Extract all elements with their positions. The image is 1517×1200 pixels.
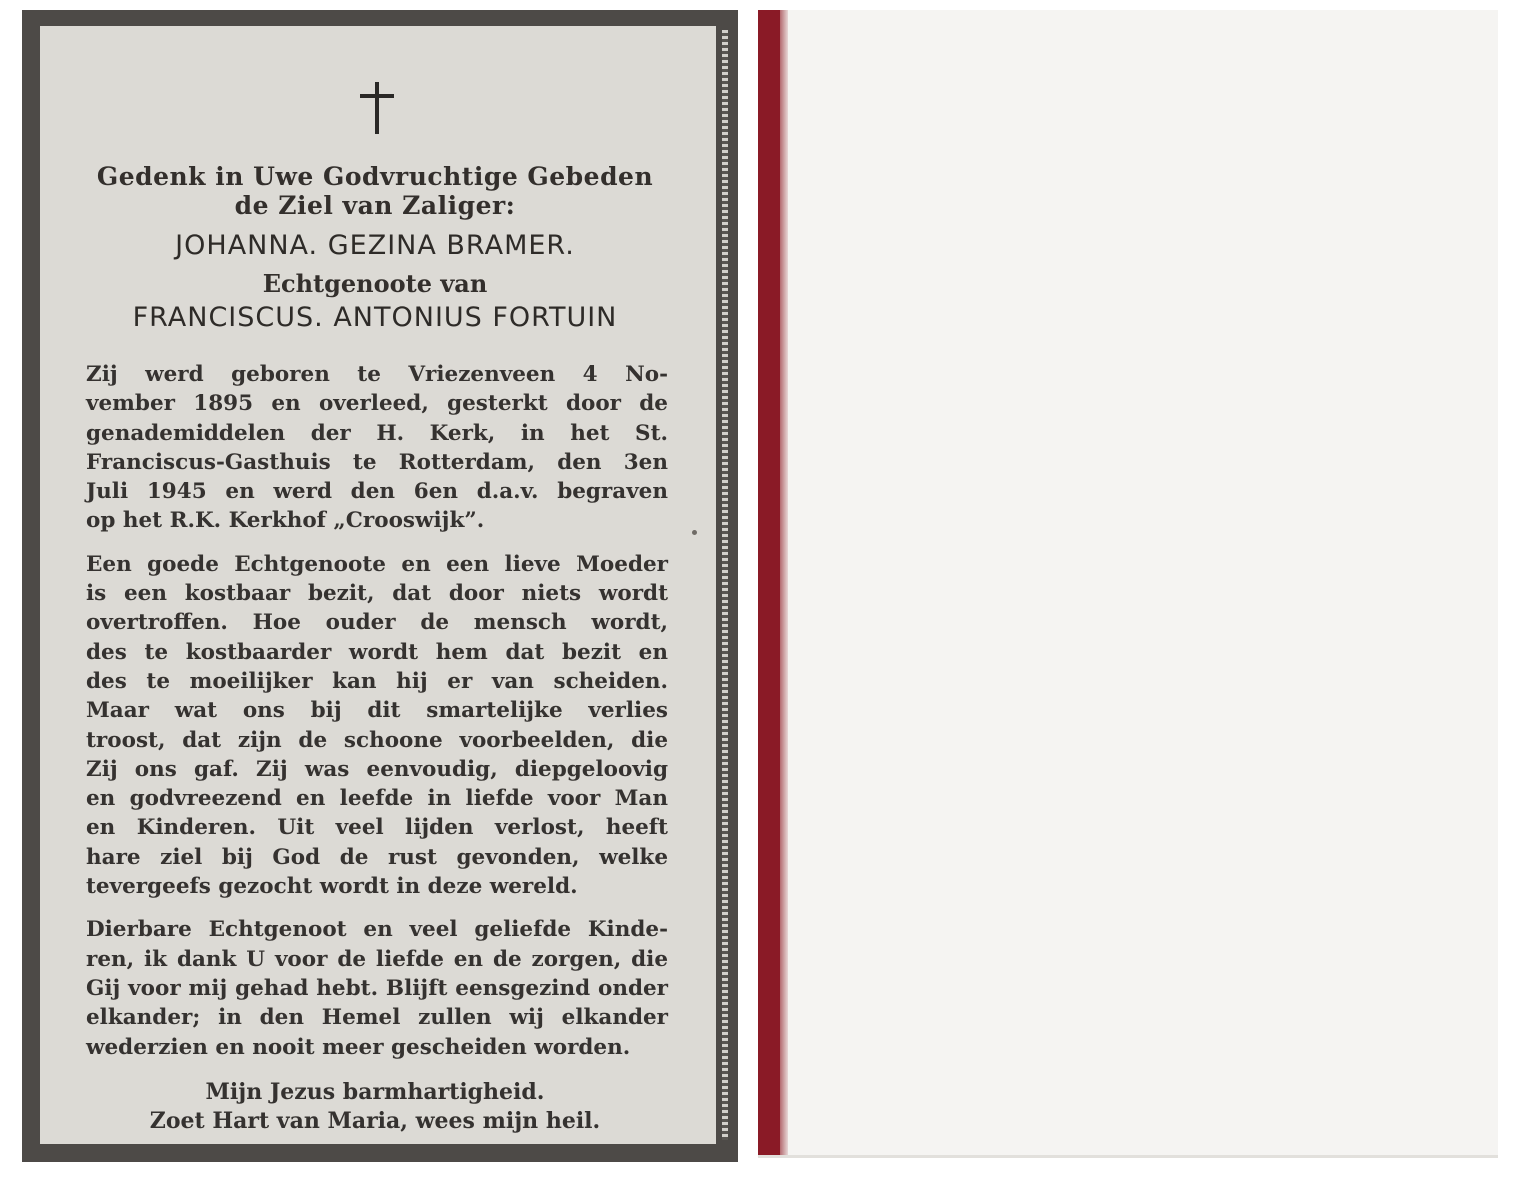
text-line: Een goede Echtgenoote en een lieve Moeder: [86, 551, 668, 577]
text-line: Zij ons gaf. Zij was eenvoudig, diepgeloovig: [86, 756, 668, 782]
card-header: [86, 162, 664, 333]
paragraph-biography: [86, 360, 668, 536]
text-line: wederzien en nooit meer gescheiden worden.: [86, 1034, 631, 1060]
prayer-line-2: de Ziel van Zaliger:: [234, 191, 516, 220]
card-back-paper: [788, 10, 1498, 1158]
prayer-line-1: Gedenk in Uwe Godvruchtige Gebeden: [96, 162, 654, 191]
text-line: genademiddelen der H. Kerk, in het St.: [86, 420, 668, 446]
text-line: en godvreezend en leefde in liefde voor Man: [86, 786, 668, 812]
text-line: vember 1895 en overleed, gesterkt door de: [86, 391, 668, 417]
text-line: troost, dat zijn de schoone voorbeelden, die: [86, 727, 668, 753]
text-line: Dierbare Echtgenoot en veel geliefde Kinde-: [86, 917, 668, 943]
text-line: Maar wat ons bij dit smartelijke verlies: [86, 698, 668, 724]
deceased-name: JOHANNA. GEZINA BRAMER.: [175, 230, 575, 261]
text-line: hare ziel bij God de rust gevonden, welke: [86, 844, 668, 870]
text-line: Franciscus-Gasthuis te Rotterdam, den 3en: [86, 449, 668, 475]
red-card-edge: [758, 10, 780, 1155]
memorial-card-front: [22, 10, 738, 1162]
memorial-card-back: [758, 10, 1498, 1158]
text-line: des te moeilijker kan hij er van scheiden.: [86, 668, 668, 694]
paragraph-tribute: [86, 550, 668, 902]
text-line: overtroffen. Hoe ouder de mensch wordt,: [86, 610, 668, 636]
text-line: Juli 1945 en werd den 6en d.a.v. begraven: [86, 479, 668, 505]
text-line: tevergeefs gezocht wordt in deze wereld.: [86, 874, 578, 900]
text-line: des te kostbaarder wordt hem dat bezit en: [86, 639, 668, 665]
cross-icon: [358, 82, 398, 134]
spouse-label: Echtgenoote van: [262, 269, 488, 298]
text-line: elkander; in den Hemel zullen wij elkander: [86, 1005, 668, 1031]
text-line: is een kostbaar bezit, dat door niets wordt: [86, 581, 668, 607]
perforated-edge: [722, 30, 728, 1140]
spouse-name: FRANCISCUS. ANTONIUS FORTUIN: [132, 302, 618, 333]
closing-prayer: [86, 1078, 664, 1136]
paragraph-farewell: [86, 915, 668, 1061]
text-line: en Kinderen. Uit veel lijden verlost, heeft: [86, 815, 668, 841]
text-line: Zij werd geboren te Vriezenveen 4 No-: [86, 362, 668, 387]
closing-line-2: Zoet Hart van Maria, wees mijn heil.: [149, 1108, 601, 1134]
text-line: op het R.K. Kerkhof „Crooswijk”.: [86, 508, 485, 534]
text-line: ren, ik dank U voor de liefde en de zorgen, die: [86, 946, 668, 972]
text-line: Gij voor mij gehad hebt. Blijft eensgezind onder: [86, 975, 668, 1001]
card-front-paper: [40, 26, 716, 1144]
dust-speck: [692, 530, 697, 535]
closing-line-1: Mijn Jezus barmhartigheid.: [205, 1079, 545, 1105]
card-body: [86, 360, 668, 1076]
